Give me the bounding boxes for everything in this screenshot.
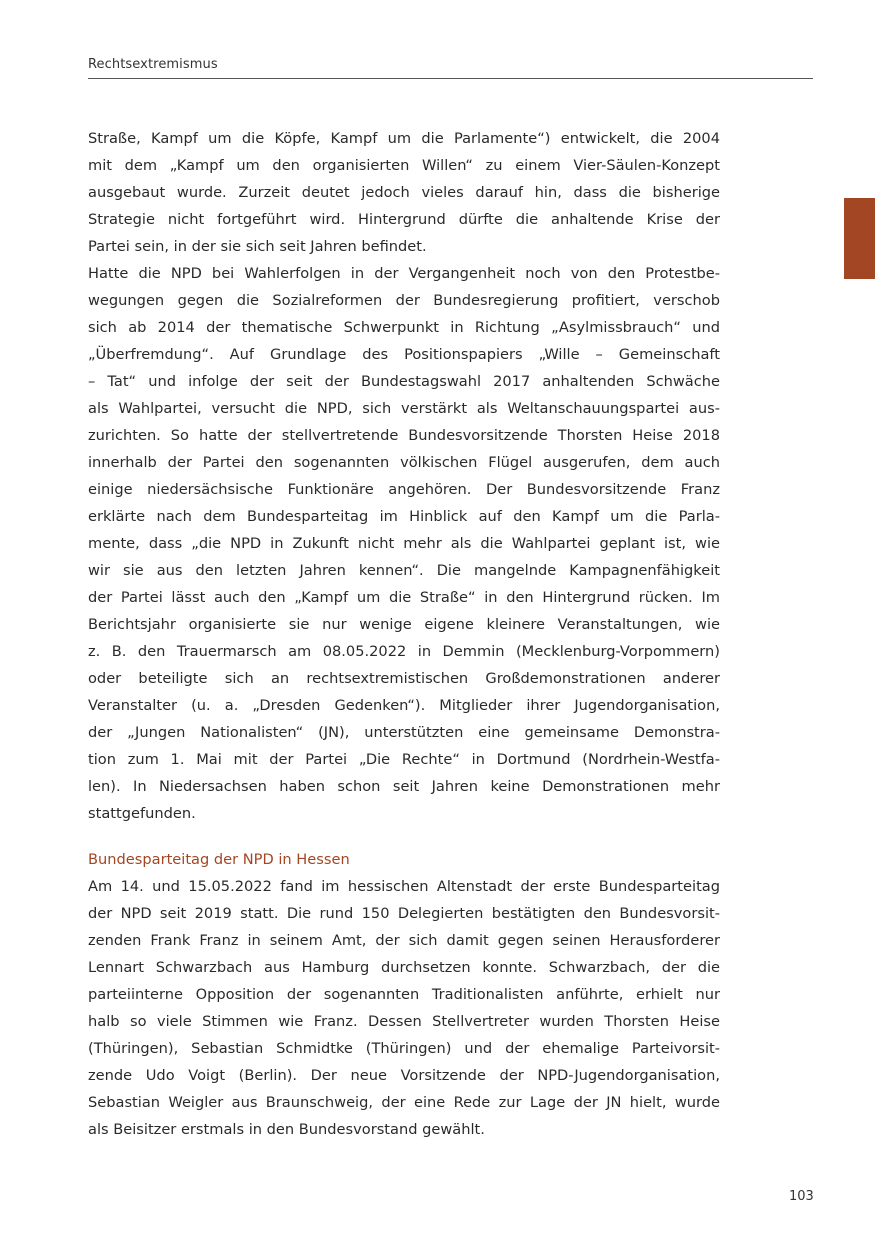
text-line: Am 14. und 15.05.2022 fand im hessischen Altenstadt der erste Bundesparteitag: [88, 878, 720, 895]
text-line: zenden Frank Franz in seinem Amt, der sich damit gegen seinen Herausforderer: [88, 932, 720, 949]
text-line: Partei sein, in der sie sich seit Jahren befindet.: [88, 238, 427, 255]
text-line: als Beisitzer erstmals in den Bundesvorstand gewählt.: [88, 1121, 485, 1138]
text-line: zurichten. So hatte der stellvertretende Bundesvorsitzende Thorsten Heise 2018: [88, 427, 720, 444]
text-line: mente, dass „die NPD in Zukunft nicht mehr als die Wahlpartei geplant ist, wie: [88, 535, 720, 552]
text-line: tion zum 1. Mai mit der Partei „Die Rechte“ in Dortmund (Nordrhein-Westfa-: [88, 751, 720, 768]
text-line: „Überfremdung“. Auf Grundlage des Positionspapiers „Wille – Gemeinschaft: [88, 346, 720, 363]
chapter-side-tab: [844, 198, 875, 279]
text-line: der Partei lässt auch den „Kampf um die Straße“ in den Hintergrund rücken. Im: [88, 589, 720, 606]
text-line: Berichtsjahr organisierte sie nur wenige eigene kleinere Veranstaltungen, wie: [88, 616, 720, 633]
text-line: parteiinterne Opposition der sogenannten Traditionalisten anführte, erhielt nur: [88, 986, 720, 1003]
text-line: – Tat“ und infolge der seit der Bundestagswahl 2017 anhaltenden Schwäche: [88, 373, 720, 390]
paragraph-1: [88, 125, 720, 260]
text-line: erklärte nach dem Bundesparteitag im Hinblick auf den Kampf um die Parla-: [88, 508, 720, 525]
text-line: der „Jungen Nationalisten“ (JN), unterstützten eine gemeinsame Demonstra-: [88, 724, 720, 741]
text-line: halb so viele Stimmen wie Franz. Dessen Stellvertreter wurden Thorsten Heise: [88, 1013, 720, 1030]
text-line: Straße, Kampf um die Köpfe, Kampf um die Parlamente“) entwickelt, die 2004: [88, 130, 720, 147]
text-line: len). In Niedersachsen haben schon seit Jahren keine Demonstrationen mehr: [88, 778, 720, 795]
text-line: oder beteiligte sich an rechtsextremistischen Großdemonstrationen anderer: [88, 670, 720, 687]
text-line: einige niedersächsische Funktionäre angehören. Der Bundesvorsitzende Franz: [88, 481, 720, 498]
text-line: wir sie aus den letzten Jahren kennen“. Die mangelnde Kampagnenfähigkeit: [88, 562, 720, 579]
paragraph-2: [88, 260, 720, 827]
text-line: Veranstalter (u. a. „Dresden Gedenken“). Mitglieder ihrer Jugendorganisation,: [88, 697, 720, 714]
text-line: sich ab 2014 der thematische Schwerpunkt in Richtung „Asylmissbrauch“ und: [88, 319, 720, 336]
body-text: [88, 125, 720, 1143]
text-line: zende Udo Voigt (Berlin). Der neue Vorsitzende der NPD-Jugendorganisation,: [88, 1067, 720, 1084]
section-spacer: [88, 827, 720, 846]
text-line: Hatte die NPD bei Wahlerfolgen in der Vergangenheit noch von den Protestbe-: [88, 265, 720, 282]
text-line: Sebastian Weigler aus Braunschweig, der eine Rede zur Lage der JN hielt, wurde: [88, 1094, 720, 1111]
text-line: als Wahlpartei, versucht die NPD, sich verstärkt als Weltanschauungspartei aus-: [88, 400, 720, 417]
text-line: z. B. den Trauermarsch am 08.05.2022 in Demmin (Mecklenburg-Vorpommern): [88, 643, 720, 660]
header-rule: [88, 78, 813, 79]
text-line: mit dem „Kampf um den organisierten Willen“ zu einem Vier-Säulen-Konzept: [88, 157, 720, 174]
text-line: der NPD seit 2019 statt. Die rund 150 Delegierten bestätigten den Bundesvorsit-: [88, 905, 720, 922]
text-line: wegungen gegen die Sozialreformen der Bundesregierung profitiert, verschob: [88, 292, 720, 309]
text-line: (Thüringen), Sebastian Schmidtke (Thüringen) und der ehemalige Parteivorsit-: [88, 1040, 720, 1057]
text-line: ausgebaut wurde. Zurzeit deutet jedoch vieles darauf hin, dass die bisherige: [88, 184, 720, 201]
text-line: innerhalb der Partei den sogenannten völkischen Flügel ausgerufen, dem auch: [88, 454, 720, 471]
section-npd-parteitag: [88, 846, 720, 1143]
running-header-title: Rechtsextremismus: [88, 57, 218, 72]
text-line: stattgefunden.: [88, 805, 196, 822]
section-heading: Bundesparteitag der NPD in Hessen: [88, 851, 350, 868]
page-number: 103: [789, 1189, 814, 1204]
text-line: Strategie nicht fortgeführt wird. Hintergrund dürfte die anhaltende Krise der: [88, 211, 720, 228]
text-line: Lennart Schwarzbach aus Hamburg durchsetzen konnte. Schwarzbach, der die: [88, 959, 720, 976]
